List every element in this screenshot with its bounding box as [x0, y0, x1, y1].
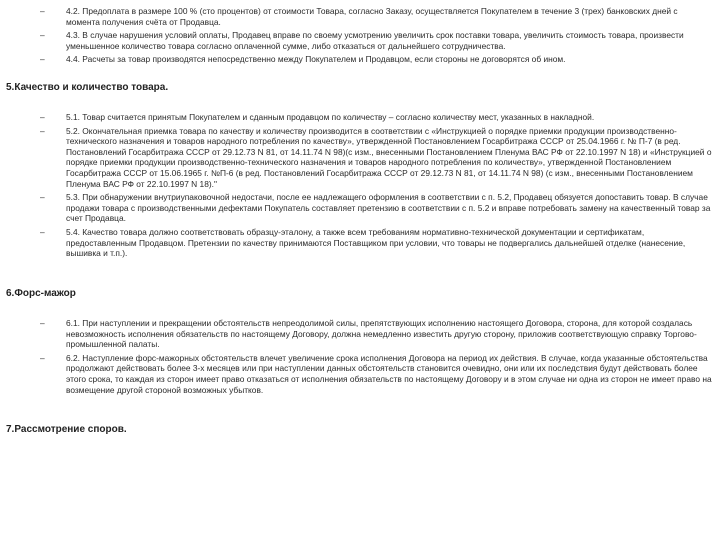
section-5-list	[0, 112, 720, 262]
bullet-dash: –	[40, 352, 45, 363]
clause-5-1: 5.1. Товар считается принятым Покупателем и сданным продавцом по количеству – согласно количеству мест, указанных в накладной.	[66, 112, 595, 122]
section-6-heading: 6.Форс-мажор	[6, 288, 76, 299]
clause-5-4: 5.4. Качество товара должно соответствовать образцу-эталону, а также всем требованиям нормативно-технической документации и сертификатам, предоставленным Продавцом. Претензии по качеству принимаются Поставщиком при условии, что товары не подвергались дальнейшей отделке (нанесение, вышивка и т.п.).	[66, 226, 686, 259]
clause-4-2: 4.2. Предоплата в размере 100 % (сто процентов) от стоимости Товара, согласно Заказу, осуществляется Покупателем в течение 3 (трех) банковских дней с момента получения счёта от Продавца.	[66, 6, 678, 27]
list-item	[0, 318, 720, 350]
bullet-dash: –	[40, 125, 45, 136]
clause-5-3: 5.3. При обнаружении внутриупаковочной недостачи, после ее надлежащего оформления в соответствии с п. 5.2, Продавец обязуется допоставить товар. В случае продажи товара с производственными дефектами Покупатель составляет претензию в соответствии с п. 5.2 и вправе потребовать замену на качественный товар за счет Продавца.	[66, 192, 711, 224]
list-item	[0, 112, 720, 123]
clause-5-2: 5.2. Окончательная приемка товара по качеству и количеству производится в соответствии с «Инструкцией о порядке приемки продукции производственно-технического назначения и товаров народного потребления по качеству», утвержденной Постановлением Госарбитража СССР от 25.04.1966 г. № П-7 (в ред. Постановлений Госарбитража СССР от 29.12.73 N 81, от 14.11.74 N 98)(с изм., внесенными Постановлением Пленума ВАС РФ от 22.10.1997 N 18) и «Инструкцией о порядке приемки продукции производственно-технического назначения и товаров народного потребления по количеству», утвержденной Постановлением Госарбитража СССР от 15.06.1965 г. №П-6 (в ред. Постановлений Госарбитража СССР от 29.12.73 N 81, от 14.11.74 N 98) (с изм., внесенными Постановлением Пленума ВАС РФ от 22.10.1997 N 18)."	[66, 125, 712, 189]
clause-4-3: 4.3. В случае нарушения условий оплаты, Продавец вправе по своему усмотрению увеличить срок поставки товара, увеличить стоимость товара, произвести уменьшенное количество товара согласно оплаченной сумме, либо отказаться от дальнейшего сотрудничества.	[66, 30, 684, 51]
clause-6-2: 6.2. Наступление форс-мажорных обстоятельств влечет увеличение срока исполнения Договора на период их действия. В случае, когда указанные обстоятельства продолжают действовать более 3-х месяцев или при наступлении данных обстоятельств становится очевидно, они или их последствия будут действовать более этого срока, то каждая из сторон имеет право отказаться от исполнения обязательств по настоящему Договору и в этом случае ни одна из сторон не имеет право на возмещение другой стороной возможных убытков.	[66, 352, 712, 395]
bullet-dash: –	[40, 112, 45, 122]
bullet-dash: –	[40, 30, 45, 41]
bullet-dash: –	[40, 318, 45, 328]
section-4-list	[0, 6, 720, 68]
list-item	[0, 54, 720, 65]
list-item	[0, 30, 720, 51]
bullet-dash: –	[40, 6, 45, 16]
list-item	[0, 192, 720, 224]
section-7-heading: 7.Рассмотрение споров.	[6, 424, 127, 435]
bullet-dash: –	[40, 226, 45, 237]
section-5-heading: 5.Качество и количество товара.	[6, 82, 169, 93]
bullet-dash: –	[40, 192, 45, 203]
clause-4-4: 4.4. Расчеты за товар производятся непосредственно между Покупателем и Продавцом, если стороны не договорятся об ином.	[66, 54, 566, 65]
bullet-dash: –	[40, 54, 45, 65]
list-item	[0, 6, 720, 27]
clause-6-1: 6.1. При наступлении и прекращении обстоятельств непреодолимой силы, препятствующих исполнению настоящего Договора, сторона, для которой создалась невозможность исполнения обязательств по настоящему Договору, должна немедленно известить другую сторону, приложив соответствующую справку Торгово-промышленной палаты.	[66, 318, 697, 350]
list-item	[0, 227, 720, 259]
section-6-list	[0, 318, 720, 398]
list-item	[0, 353, 720, 395]
list-item	[0, 126, 720, 190]
